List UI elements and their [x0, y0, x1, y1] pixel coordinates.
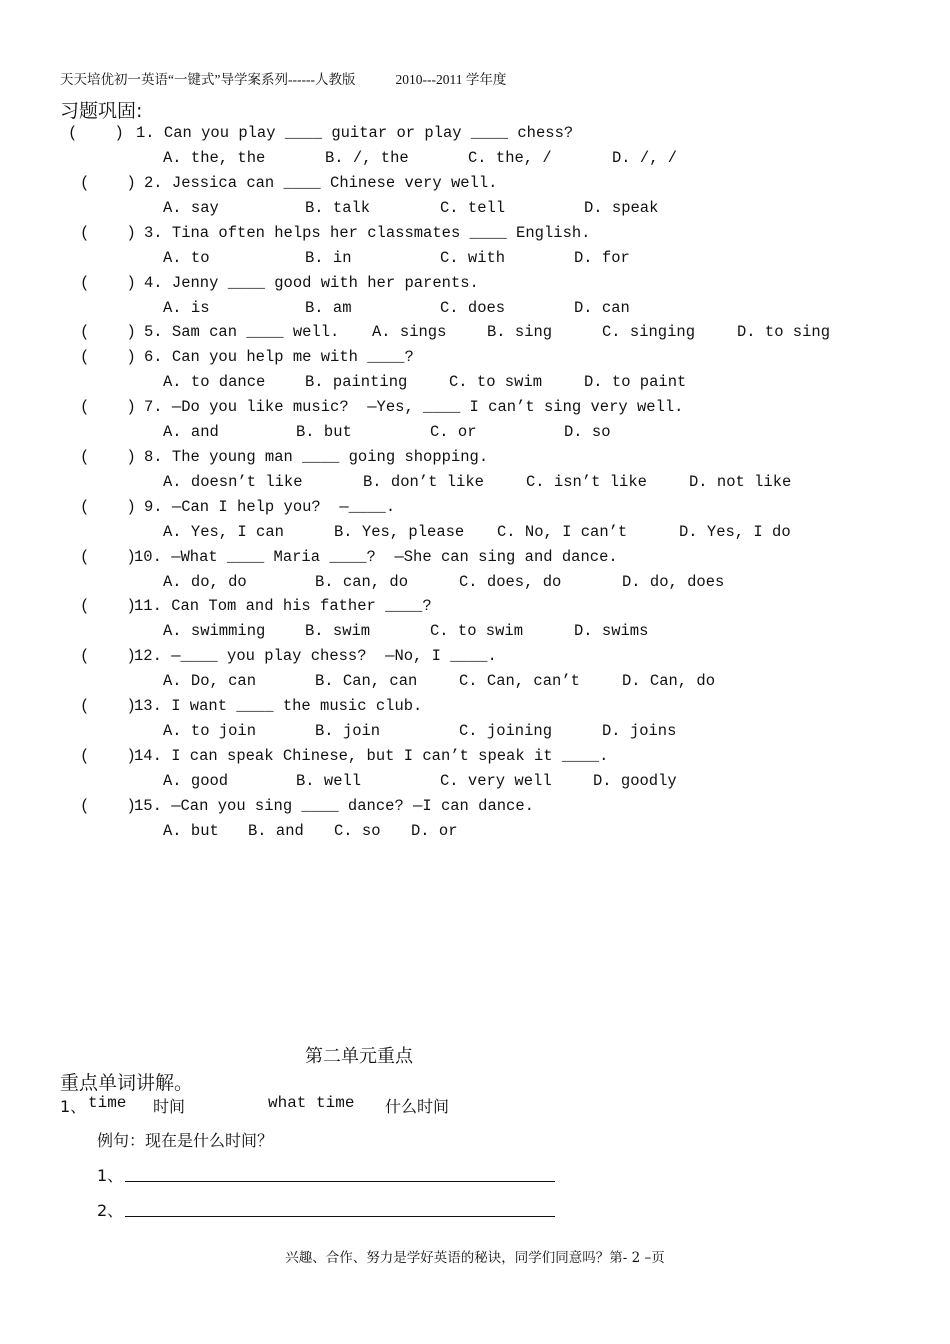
- option-a: A. to join: [163, 722, 257, 740]
- option-a: A. to: [163, 249, 210, 267]
- question-stem: 8. The young man ____ going shopping.: [144, 448, 489, 466]
- option-c: C. Can, can’t: [459, 672, 580, 690]
- answer-paren[interactable]: ( ): [80, 797, 136, 815]
- option-c: C. the, /: [468, 149, 552, 167]
- option-d: D. to sing: [737, 323, 831, 341]
- answer-paren[interactable]: ( ): [80, 398, 136, 416]
- option-b: B. swim: [305, 622, 371, 640]
- answer-paren[interactable]: ( ): [80, 224, 136, 242]
- option-c: C. does: [440, 299, 506, 317]
- option-d: D. Can, do: [622, 672, 716, 690]
- blank-number-1: 1、: [97, 1166, 124, 1185]
- option-c: C. isn’t like: [526, 473, 647, 491]
- answer-line-1[interactable]: [125, 1181, 555, 1182]
- answer-paren[interactable]: ( ): [80, 448, 136, 466]
- option-b: B. /, the: [325, 149, 409, 167]
- answer-paren[interactable]: ( ): [80, 498, 136, 516]
- option-a: A. swimming: [163, 622, 266, 640]
- answer-paren[interactable]: ( ): [80, 274, 136, 292]
- answer-paren[interactable]: ( ): [80, 697, 136, 715]
- answer-paren[interactable]: ( ): [80, 747, 136, 765]
- question-stem: 7. —Do you like music? —Yes, ____ I can’t sing very well.: [144, 398, 684, 416]
- option-a: A. Yes, I can: [163, 523, 284, 541]
- option-d: D. goodly: [593, 772, 677, 790]
- option-a: A. but: [163, 822, 219, 840]
- option-b: B. sing: [487, 323, 553, 341]
- vocab-title: 重点单词讲解。: [60, 1072, 194, 1094]
- option-c: C. singing: [602, 323, 696, 341]
- option-c: C. with: [440, 249, 506, 267]
- question-stem: 9. —Can I help you? —____.: [144, 498, 396, 516]
- option-b: B. painting: [305, 373, 408, 391]
- page-header: [60, 68, 506, 88]
- section-title: 习题巩固:: [60, 100, 143, 122]
- question-stem: 14. I can speak Chinese, but I can’t speak it ____.: [134, 747, 609, 765]
- option-c: C. tell: [440, 199, 506, 217]
- vocab-phrase-meaning: 什么时间: [385, 1097, 450, 1116]
- page-footer: 兴趣、合作、努力是学好英语的秘诀，同学们同意吗？第- 2 –页: [285, 1250, 665, 1266]
- option-a: A. Do, can: [163, 672, 257, 690]
- option-d: D. do, does: [622, 573, 725, 591]
- option-c: C. No, I can’t: [497, 523, 628, 541]
- option-a: A. is: [163, 299, 210, 317]
- option-d: D. can: [574, 299, 630, 317]
- option-d: D. joins: [602, 722, 677, 740]
- unit-title: 第二单元重点: [305, 1046, 413, 1067]
- answer-line-2[interactable]: [125, 1216, 555, 1217]
- vocab-meaning: 时间: [153, 1097, 186, 1116]
- question-stem: 3. Tina often helps her classmates ____ English.: [144, 224, 591, 242]
- option-b: B. and: [248, 822, 304, 840]
- answer-paren[interactable]: ( ): [80, 597, 136, 615]
- option-d: D. or: [411, 822, 458, 840]
- question-stem: 13. I want ____ the music club.: [134, 697, 423, 715]
- header-year: 2010---2011 学年度: [395, 72, 507, 87]
- option-c: C. joining: [459, 722, 553, 740]
- question-stem: 15. —Can you sing ____ dance? —I can dance.: [134, 797, 534, 815]
- question-stem: 5. Sam can ____ well.: [144, 323, 340, 341]
- option-d: D. speak: [584, 199, 659, 217]
- option-d: D. for: [574, 249, 630, 267]
- question-stem: 10. —What ____ Maria ____? —She can sing and dance.: [134, 548, 618, 566]
- option-a: A. good: [163, 772, 229, 790]
- option-a: A. say: [163, 199, 219, 217]
- option-b: B. can, do: [315, 573, 409, 591]
- option-a: A. doesn’t like: [163, 473, 303, 491]
- option-d: D. to paint: [584, 373, 687, 391]
- option-d: D. so: [564, 423, 611, 441]
- answer-paren[interactable]: ( ): [68, 124, 124, 142]
- header-series: 天天培优初一英语“一键式”导学案系列------人教版: [60, 72, 356, 87]
- question-stem: 12. —____ you play chess? —No, I ____.: [134, 647, 497, 665]
- option-b: B. Can, can: [315, 672, 418, 690]
- option-a: A. to dance: [163, 373, 266, 391]
- question-stem: 1. Can you play ____ guitar or play ____ chess?: [136, 124, 574, 142]
- question-stem: 2. Jessica can ____ Chinese very well.: [144, 174, 498, 192]
- option-b: B. well: [296, 772, 362, 790]
- option-b: B. join: [315, 722, 381, 740]
- option-a: A. do, do: [163, 573, 247, 591]
- option-c: C. does, do: [459, 573, 562, 591]
- answer-paren[interactable]: ( ): [80, 348, 136, 366]
- option-d: D. /, /: [612, 149, 678, 167]
- option-b: B. in: [305, 249, 352, 267]
- option-c: C. to swim: [449, 373, 543, 391]
- option-a: A. and: [163, 423, 219, 441]
- answer-paren[interactable]: ( ): [80, 174, 136, 192]
- question-stem: 4. Jenny ____ good with her parents.: [144, 274, 479, 292]
- option-c: C. to swim: [430, 622, 524, 640]
- answer-paren[interactable]: ( ): [80, 647, 136, 665]
- option-c: C. so: [334, 822, 381, 840]
- question-stem: 11. Can Tom and his father ____?: [134, 597, 432, 615]
- option-d: D. not like: [689, 473, 792, 491]
- option-d: D. Yes, I do: [679, 523, 791, 541]
- option-c: C. or: [430, 423, 477, 441]
- option-b: B. am: [305, 299, 352, 317]
- vocab-number: 1、: [60, 1097, 87, 1116]
- option-a: A. the, the: [163, 149, 266, 167]
- question-stem: 6. Can you help me with ____?: [144, 348, 414, 366]
- option-a: A. sings: [372, 323, 447, 341]
- option-c: C. very well: [440, 772, 552, 790]
- answer-paren[interactable]: ( ): [80, 323, 136, 341]
- example-sentence: 例句：现在是什么时间？: [97, 1131, 274, 1150]
- vocab-word: time: [88, 1094, 127, 1112]
- option-d: D. swims: [574, 622, 649, 640]
- option-b: B. talk: [305, 199, 371, 217]
- answer-paren[interactable]: ( ): [80, 548, 136, 566]
- blank-number-2: 2、: [97, 1201, 124, 1220]
- option-b: B. Yes, please: [334, 523, 465, 541]
- vocab-phrase: what time: [268, 1094, 355, 1112]
- option-b: B. but: [296, 423, 352, 441]
- option-b: B. don’t like: [363, 473, 484, 491]
